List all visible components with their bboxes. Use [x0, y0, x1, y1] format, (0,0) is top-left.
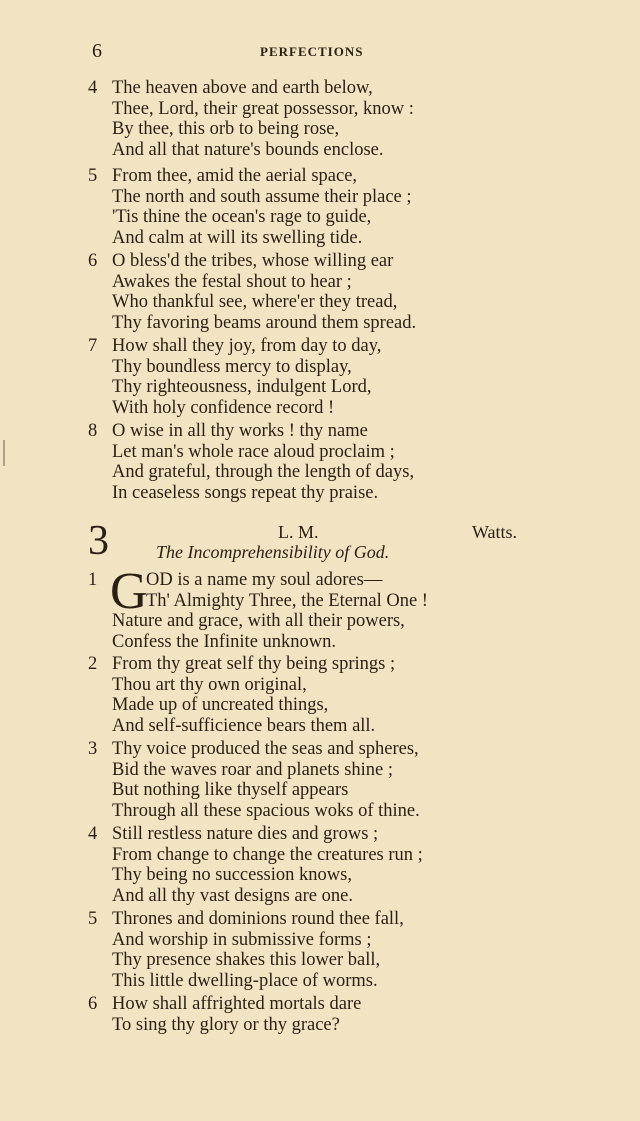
verse-line: Thy being no succession knows, [112, 865, 352, 885]
verse-line: Thrones and dominions round thee fall, [112, 909, 404, 929]
stanza-number: 8 [88, 421, 98, 441]
verse-line: Made up of uncreated things, [112, 695, 329, 715]
hymn-title: The Incomprehensibility of God. [156, 542, 390, 562]
verse-line: And calm at will its swelling tide. [112, 227, 363, 248]
verse-line: Confess the Infinite unknown. [112, 631, 337, 652]
verse-line: The heaven above and earth below, [112, 78, 373, 98]
verse-line: From change to change the creatures run ; [112, 844, 423, 865]
stanza-number: 6 [88, 251, 98, 271]
stanza-number: 2 [88, 654, 98, 674]
verse-line: And all that nature's bounds enclose. [112, 139, 384, 160]
verse-line: Bid the waves roar and planets shine ; [112, 759, 394, 780]
verse-line: OD is a name my soul adores— [146, 570, 383, 590]
verse-line: Thy favoring beams around them spread. [112, 312, 417, 333]
hymn-heading [88, 518, 548, 566]
verse-line: O wise in all thy works ! thy name [112, 421, 368, 441]
verse-line: Through all these spacious woks of thine. [112, 800, 420, 821]
verse-line: This little dwelling-place of worms. [112, 970, 378, 991]
verse-line: How shall affrighted mortals dare [112, 994, 362, 1014]
verse-line: Awakes the festal shout to hear ; [112, 271, 352, 292]
verse-line: Thy boundless mercy to display, [112, 356, 352, 377]
verse-line: And all thy vast designs are one. [112, 885, 353, 906]
stanza-number: 3 [88, 739, 98, 759]
verse-line: Let man's whole race aloud proclaim ; [112, 441, 395, 462]
stanza-number: 4 [88, 824, 98, 844]
page-header [92, 40, 540, 64]
verse-line: Thy presence shakes this lower ball, [112, 950, 381, 970]
stanza-number: 1 [88, 570, 98, 590]
verse-line: Thou art thy own original, [112, 674, 307, 695]
verse-line: How shall they joy, from day to day, [112, 336, 382, 356]
page-edge-mark [3, 440, 5, 466]
verse-line: The north and south assume their place ; [112, 186, 412, 207]
drop-cap: G [110, 563, 148, 620]
verse-line: Still restless nature dies and grows ; [112, 824, 379, 844]
verse-line: O bless'd the tribes, whose willing ear [112, 251, 394, 271]
stanza-number: 5 [88, 166, 98, 186]
stanza-number: 4 [88, 78, 98, 98]
verse-line: 'Tis thine the ocean's rage to guide, [112, 207, 372, 227]
stanza-number: 7 [88, 336, 98, 356]
verse-line: And worship in submissive forms ; [112, 929, 372, 950]
page-number: 6 [92, 40, 103, 62]
verse-line: From thee, amid the aerial space, [112, 166, 358, 186]
verse-line: In ceaseless songs repeat thy praise. [112, 482, 379, 503]
stanza-number: 6 [88, 994, 98, 1014]
verse-line: Th' Almighty Three, the Eternal One ! [146, 590, 428, 611]
hymn-meter: L. M. [278, 522, 319, 542]
verse-line: Thee, Lord, their great possessor, know : [112, 98, 414, 119]
verse-line: To sing thy glory or thy grace? [112, 1014, 340, 1035]
verse-line: And grateful, through the length of days, [112, 462, 415, 482]
hymn-number: 3 [88, 518, 109, 564]
verse-line: With holy confidence record ! [112, 397, 335, 418]
verse-line: From thy great self thy being springs ; [112, 654, 396, 674]
verse-line: Who thankful see, where'er they tread, [112, 292, 398, 312]
verse-line: Thy voice produced the seas and spheres, [112, 739, 419, 759]
stanza-number: 5 [88, 909, 98, 929]
verse-line: Thy righteousness, indulgent Lord, [112, 377, 372, 397]
verse-line: And self-sufficience bears them all. [112, 715, 376, 736]
hymn-author: Watts. [472, 522, 518, 542]
verse-line: But nothing like thyself appears [112, 780, 349, 800]
verse-line: By thee, this orb to being rose, [112, 119, 340, 139]
verse-line: Nature and grace, with all their powers, [112, 611, 405, 631]
running-title: PERFECTIONS [260, 44, 364, 59]
